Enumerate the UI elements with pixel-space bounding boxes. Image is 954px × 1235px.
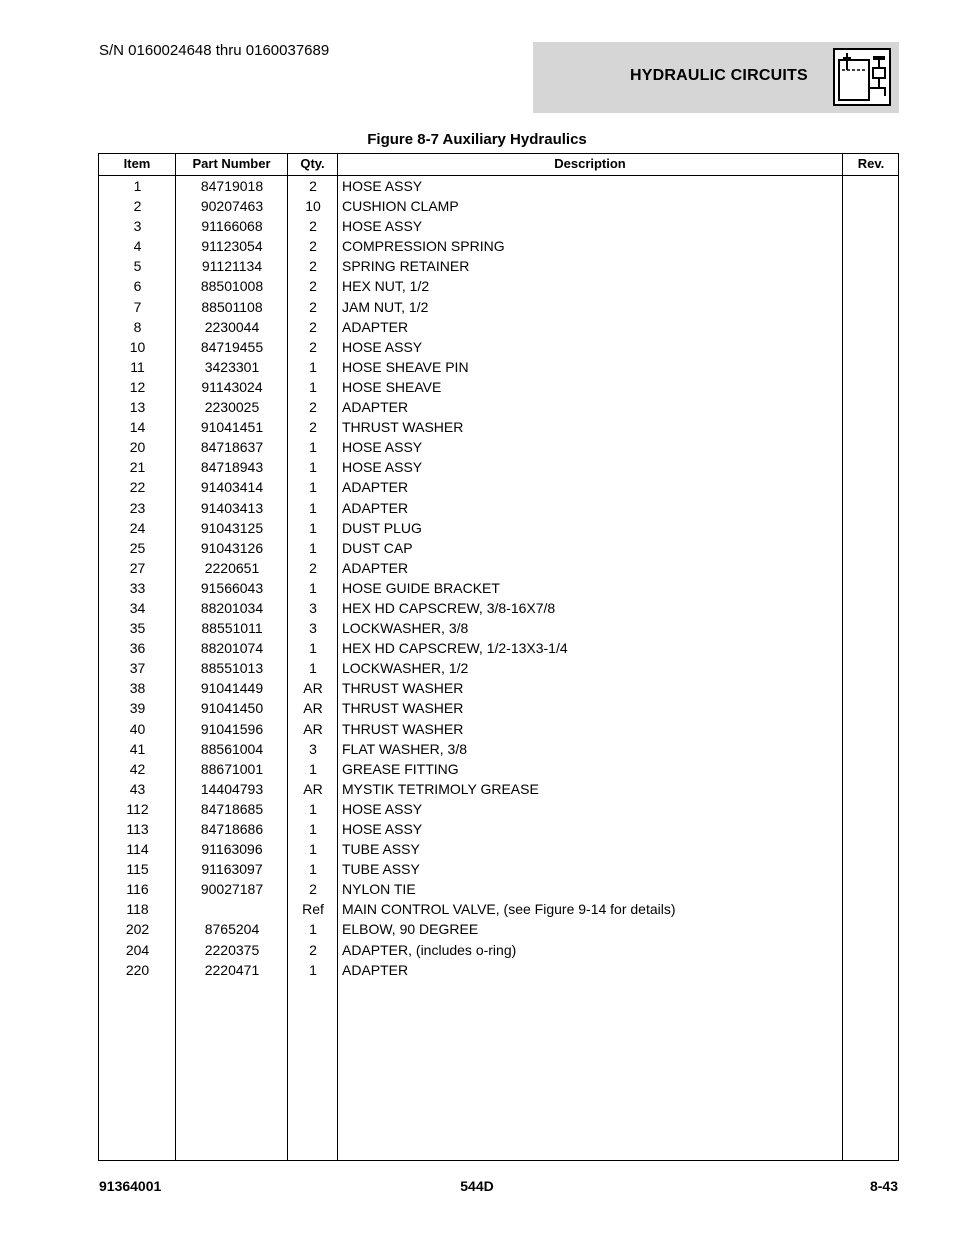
quantity: 1 xyxy=(309,841,317,858)
table-row xyxy=(99,759,898,779)
item-number: 40 xyxy=(129,720,146,737)
part-number: 84718685 xyxy=(200,800,264,817)
part-number: 84718637 xyxy=(200,439,264,456)
revision xyxy=(843,558,899,578)
quantity: 1 xyxy=(309,821,317,837)
column-header-qty: Qty. xyxy=(300,156,325,171)
table-row xyxy=(99,879,898,899)
quantity: 1 xyxy=(309,640,317,657)
part-number: 88551011 xyxy=(201,620,263,637)
revision xyxy=(843,598,899,618)
revision xyxy=(843,819,899,839)
revision xyxy=(843,317,899,337)
description: LOCKWASHER, 1/2 xyxy=(342,660,469,677)
quantity: AR xyxy=(303,780,323,797)
description: ADAPTER xyxy=(342,961,409,978)
document-number: 91364001 xyxy=(99,1178,162,1194)
table-body xyxy=(99,176,898,980)
revision xyxy=(843,337,899,357)
item-number: 204 xyxy=(125,941,150,958)
part-number: 91041449 xyxy=(200,680,264,697)
table-row xyxy=(99,819,898,839)
item-number: 12 xyxy=(129,378,146,395)
item-number: 43 xyxy=(129,780,146,797)
revision xyxy=(843,739,899,759)
description: DUST PLUG xyxy=(342,519,422,536)
description: HEX NUT, 1/2 xyxy=(342,278,430,295)
revision xyxy=(843,357,899,377)
column-header-item: Item xyxy=(123,156,151,171)
table-row xyxy=(99,859,898,879)
table-row xyxy=(99,799,898,819)
quantity: 2 xyxy=(309,338,317,355)
quantity: 2 xyxy=(309,258,317,275)
part-number: 84719018 xyxy=(200,178,264,194)
item-number: 6 xyxy=(133,278,142,295)
item-number: 39 xyxy=(129,700,146,717)
item-number: 11 xyxy=(130,358,145,375)
column-header-rev: Rev. xyxy=(857,156,885,171)
table-row xyxy=(99,779,898,799)
revision xyxy=(843,196,899,216)
item-number: 22 xyxy=(129,479,146,496)
item-number: 33 xyxy=(129,579,146,596)
quantity: 2 xyxy=(309,941,317,958)
table-row xyxy=(99,719,898,739)
table-row xyxy=(99,618,898,638)
description: ADAPTER xyxy=(342,499,409,516)
table-row xyxy=(99,297,898,317)
part-number: 8765204 xyxy=(204,921,260,938)
table-row xyxy=(99,216,898,236)
part-number: 2230025 xyxy=(204,399,260,416)
description: CUSHION CLAMP xyxy=(342,198,459,215)
description: HOSE ASSY xyxy=(342,459,423,476)
revision xyxy=(843,417,899,437)
revision xyxy=(843,578,899,598)
quantity: 2 xyxy=(309,238,317,255)
description: HOSE ASSY xyxy=(342,338,423,355)
revision xyxy=(843,397,899,417)
revision xyxy=(843,759,899,779)
quantity: AR xyxy=(303,700,323,717)
part-number: 84718686 xyxy=(200,821,264,837)
part-number: 2220375 xyxy=(204,941,260,958)
item-number: 21 xyxy=(129,459,146,476)
part-number: 91166068 xyxy=(201,218,263,235)
serial-range: S/N 0160024648 thru 0160037689 xyxy=(99,42,330,59)
quantity: 1 xyxy=(309,921,317,938)
quantity: 3 xyxy=(309,599,317,616)
description: ADAPTER, (includes o-ring) xyxy=(342,941,517,958)
description: ADAPTER xyxy=(342,399,409,416)
revision xyxy=(843,719,899,739)
quantity: 3 xyxy=(309,620,317,637)
revision xyxy=(843,879,899,899)
description: HOSE ASSY xyxy=(342,178,423,194)
part-number: 14404793 xyxy=(200,780,264,797)
part-number: 2220471 xyxy=(204,961,260,978)
part-number: 91143024 xyxy=(201,378,263,395)
item-number: 3 xyxy=(133,218,142,235)
table-row xyxy=(99,397,898,417)
table-row xyxy=(99,437,898,457)
part-number: 88501008 xyxy=(200,278,264,295)
quantity: 1 xyxy=(309,378,317,395)
item-number: 42 xyxy=(129,760,146,777)
table-row xyxy=(99,357,898,377)
part-number: 91041451 xyxy=(200,419,264,436)
item-number: 34 xyxy=(129,599,146,616)
description: NYLON TIE xyxy=(342,881,416,898)
table-row xyxy=(99,960,898,980)
table-row xyxy=(99,417,898,437)
item-number: 37 xyxy=(129,660,146,677)
item-number: 20 xyxy=(129,439,146,456)
item-number: 36 xyxy=(129,640,146,657)
item-number: 24 xyxy=(129,519,146,536)
revision xyxy=(843,256,899,276)
item-number: 2 xyxy=(133,198,142,215)
part-number: 2220651 xyxy=(204,559,260,576)
revision xyxy=(843,297,899,317)
item-number: 25 xyxy=(129,539,146,556)
quantity: 1 xyxy=(309,358,317,375)
part-number: 91043126 xyxy=(200,539,264,556)
revision xyxy=(843,518,899,538)
revision xyxy=(843,960,899,980)
part-number: 84718943 xyxy=(200,459,264,476)
part-number: 91566043 xyxy=(200,579,264,596)
description: THRUST WASHER xyxy=(342,720,464,737)
description: DUST CAP xyxy=(342,539,413,556)
quantity: AR xyxy=(303,720,323,737)
revision xyxy=(843,276,899,296)
part-number: 91041596 xyxy=(200,720,264,737)
part-number: 91163096 xyxy=(201,841,263,858)
quantity: 2 xyxy=(309,881,317,898)
description: GREASE FITTING xyxy=(342,760,459,777)
description: THRUST WASHER xyxy=(342,700,464,717)
item-number: 115 xyxy=(126,861,149,878)
part-number: 3423301 xyxy=(204,358,260,375)
table-row xyxy=(99,598,898,618)
quantity: 1 xyxy=(309,439,317,456)
description: THRUST WASHER xyxy=(342,419,464,436)
table-row xyxy=(99,678,898,698)
description: TUBE ASSY xyxy=(342,861,420,878)
quantity: 1 xyxy=(309,660,317,677)
revision xyxy=(843,236,899,256)
quantity: 2 xyxy=(309,298,317,315)
part-number: 91163097 xyxy=(201,861,263,878)
column-header-description: Description xyxy=(554,156,626,171)
table-row xyxy=(99,457,898,477)
quantity: 1 xyxy=(309,539,317,556)
description: JAM NUT, 1/2 xyxy=(342,298,429,315)
item-number: 10 xyxy=(129,338,146,355)
part-number: 91403414 xyxy=(200,479,264,496)
table-row xyxy=(99,739,898,759)
revision xyxy=(843,638,899,658)
table-row xyxy=(99,477,898,497)
item-number: 116 xyxy=(126,881,149,898)
description: HOSE SHEAVE PIN xyxy=(342,358,469,375)
part-number: 88551013 xyxy=(200,660,264,677)
description: MYSTIK TETRIMOLY GREASE xyxy=(342,780,539,797)
description: COMPRESSION SPRING xyxy=(342,238,505,255)
revision xyxy=(843,698,899,718)
description: HOSE GUIDE BRACKET xyxy=(342,579,500,596)
part-number: 2230044 xyxy=(204,318,260,335)
revision xyxy=(843,477,899,497)
table-row xyxy=(99,276,898,296)
table-row xyxy=(99,578,898,598)
table-row xyxy=(99,337,898,357)
quantity: 1 xyxy=(309,579,317,596)
description: LOCKWASHER, 3/8 xyxy=(342,620,469,637)
part-number: 91043125 xyxy=(200,519,264,536)
description: HOSE ASSY xyxy=(342,218,423,235)
revision xyxy=(843,618,899,638)
quantity: 2 xyxy=(309,559,317,576)
part-number: 91123054 xyxy=(201,238,263,255)
part-number: 84719455 xyxy=(200,338,264,355)
part-number: 88201034 xyxy=(200,599,264,616)
model-number: 544D xyxy=(460,1178,494,1194)
item-number: 7 xyxy=(133,298,142,315)
quantity: 1 xyxy=(309,519,317,536)
revision xyxy=(843,899,899,919)
quantity: 1 xyxy=(309,861,317,878)
part-number: 88501108 xyxy=(201,298,263,315)
table-row xyxy=(99,899,898,919)
item-number: 23 xyxy=(129,499,146,516)
table-row xyxy=(99,176,898,196)
table-row xyxy=(99,658,898,678)
description: TUBE ASSY xyxy=(342,841,420,858)
table-row xyxy=(99,377,898,397)
revision xyxy=(843,498,899,518)
revision xyxy=(843,538,899,558)
quantity: 1 xyxy=(309,499,317,516)
part-number: 88671001 xyxy=(200,760,264,777)
table-row xyxy=(99,196,898,216)
table-row xyxy=(99,518,898,538)
item-number: 220 xyxy=(125,961,150,978)
description: HEX HD CAPSCREW, 1/2-13X3-1/4 xyxy=(342,640,568,657)
page-number: 8-43 xyxy=(869,1178,898,1194)
table-row xyxy=(99,317,898,337)
quantity: 2 xyxy=(309,178,317,194)
hydraulic-tank-icon xyxy=(833,48,891,106)
description: ADAPTER xyxy=(342,479,409,496)
table-row xyxy=(99,538,898,558)
revision xyxy=(843,216,899,236)
description: MAIN CONTROL VALVE, (see Figure 9-14 for details) xyxy=(342,901,676,918)
quantity: 1 xyxy=(309,479,317,496)
revision xyxy=(843,919,899,939)
quantity: 3 xyxy=(309,740,317,757)
item-number: 114 xyxy=(126,841,149,858)
description: ADAPTER xyxy=(342,559,409,576)
table-row xyxy=(99,558,898,578)
revision xyxy=(843,678,899,698)
revision xyxy=(843,377,899,397)
item-number: 38 xyxy=(129,680,146,697)
description: SPRING RETAINER xyxy=(342,258,470,275)
description: ADAPTER xyxy=(342,318,409,335)
part-number: 88201074 xyxy=(200,640,264,657)
item-number: 27 xyxy=(129,559,146,576)
revision xyxy=(843,457,899,477)
item-number: 1 xyxy=(133,178,142,194)
table-row xyxy=(99,940,898,960)
description: ELBOW, 90 DEGREE xyxy=(342,921,479,938)
quantity: 1 xyxy=(309,961,317,978)
section-title: HYDRAULIC CIRCUITS xyxy=(630,67,808,84)
item-number: 14 xyxy=(129,419,146,436)
parts-table xyxy=(98,153,899,1161)
item-number: 113 xyxy=(126,821,149,837)
revision xyxy=(843,658,899,678)
table-row xyxy=(99,638,898,658)
revision xyxy=(843,176,899,196)
part-number: 91121134 xyxy=(201,258,263,275)
part-number xyxy=(176,899,288,919)
item-number: 118 xyxy=(126,901,149,918)
description: HOSE SHEAVE xyxy=(342,378,442,395)
quantity: 2 xyxy=(309,318,317,335)
revision xyxy=(843,799,899,819)
revision xyxy=(843,859,899,879)
table-row xyxy=(99,919,898,939)
description: HEX HD CAPSCREW, 3/8-16X7/8 xyxy=(342,599,556,616)
table-row xyxy=(99,839,898,859)
table-row xyxy=(99,698,898,718)
quantity: 2 xyxy=(309,419,317,436)
figure-title: Figure 8-7 Auxiliary Hydraulics xyxy=(367,131,587,148)
item-number: 4 xyxy=(133,238,142,255)
description: HOSE ASSY xyxy=(342,821,423,837)
revision xyxy=(843,839,899,859)
part-number: 88561004 xyxy=(200,740,264,757)
item-number: 5 xyxy=(133,258,142,275)
description: HOSE ASSY xyxy=(342,439,423,456)
description: HOSE ASSY xyxy=(342,800,423,817)
quantity: 10 xyxy=(305,198,321,215)
description: FLAT WASHER, 3/8 xyxy=(342,740,467,757)
item-number: 35 xyxy=(129,620,146,637)
description: THRUST WASHER xyxy=(342,680,464,697)
quantity: 2 xyxy=(309,399,317,416)
quantity: 1 xyxy=(309,459,317,476)
part-number: 91403413 xyxy=(200,499,264,516)
part-number: 90207463 xyxy=(200,198,264,215)
item-number: 13 xyxy=(129,399,146,416)
column-header-part-number: Part Number xyxy=(192,156,271,171)
part-number: 90027187 xyxy=(200,881,264,898)
table-row xyxy=(99,236,898,256)
section-tab xyxy=(533,42,899,113)
quantity: 1 xyxy=(309,760,317,777)
quantity: 2 xyxy=(309,278,317,295)
item-number: 202 xyxy=(125,921,150,938)
revision xyxy=(843,779,899,799)
part-number: 91041450 xyxy=(200,700,264,717)
item-number: 41 xyxy=(129,740,146,757)
quantity: Ref xyxy=(302,901,324,918)
table-row xyxy=(99,498,898,518)
revision xyxy=(843,940,899,960)
quantity: AR xyxy=(303,680,323,697)
quantity: 2 xyxy=(309,218,317,235)
table-row xyxy=(99,256,898,276)
item-number: 8 xyxy=(133,318,142,335)
revision xyxy=(843,437,899,457)
item-number: 112 xyxy=(126,800,149,817)
quantity: 1 xyxy=(309,800,317,817)
